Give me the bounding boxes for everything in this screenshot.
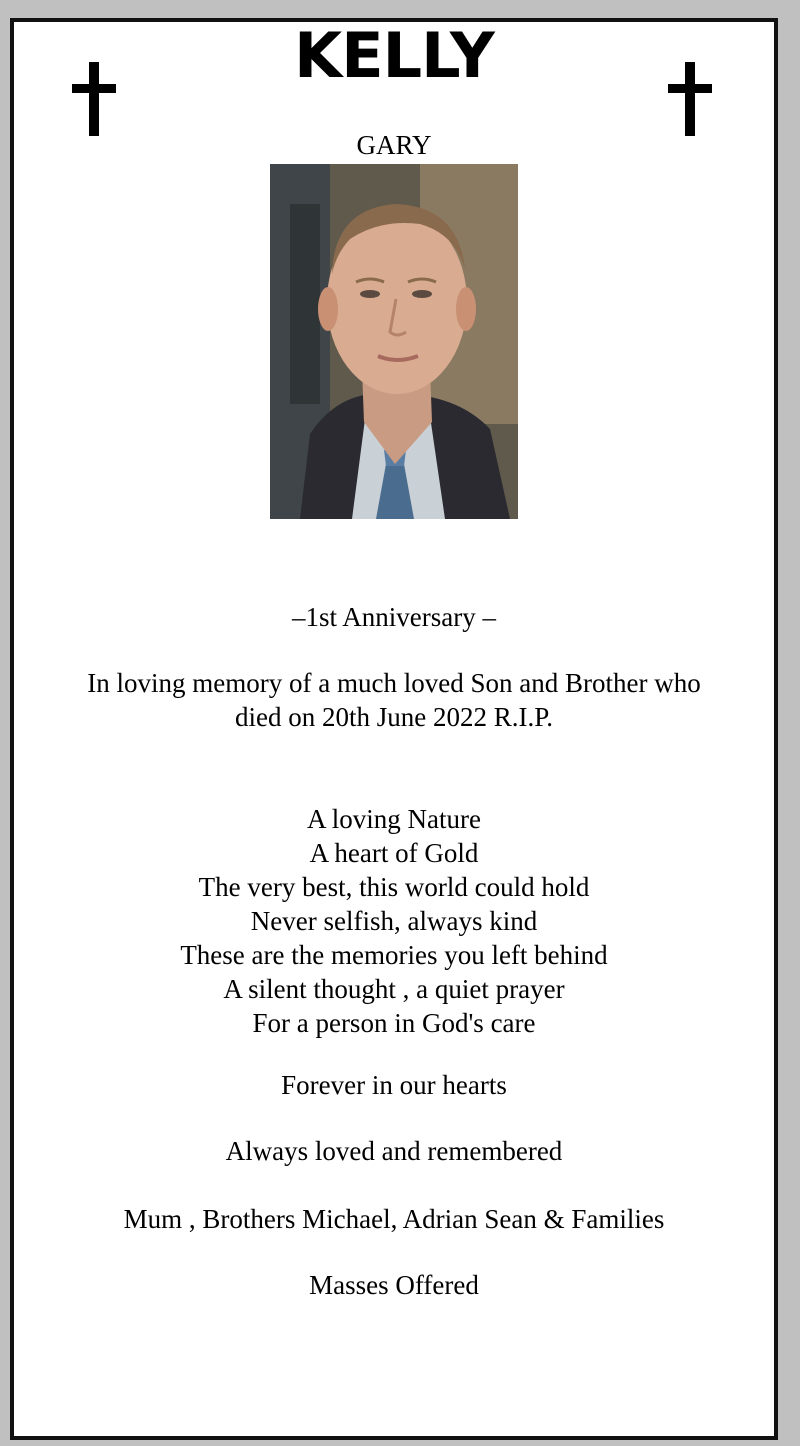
memory-line: died on 20th June 2022 R.I.P.: [234, 702, 553, 732]
verse-line: These are the memories you left behind: [180, 940, 608, 970]
family-signature: Mum , Brothers Michael, Adrian Sean & Families: [123, 1204, 665, 1234]
notice-frame: [10, 18, 778, 1440]
verse-line: A loving Nature: [307, 804, 481, 834]
verse: [14, 802, 774, 1040]
memory-line: In loving memory of a much loved Son and Brother who: [87, 668, 701, 698]
masses-line: Masses Offered: [309, 1270, 479, 1300]
memory-text: [14, 666, 774, 734]
always-line: Always loved and remembered: [225, 1136, 563, 1166]
verse-line: A silent thought , a quiet prayer: [223, 974, 565, 1004]
forever-line: Forever in our hearts: [281, 1070, 507, 1100]
verse-line: A heart of Gold: [309, 838, 479, 868]
anniversary-line: –1st Anniversary –: [292, 602, 496, 632]
verse-line: Never selfish, always kind: [250, 906, 538, 936]
surname-heading: KELLY: [294, 19, 494, 92]
verse-line: For a person in God's care: [252, 1008, 536, 1038]
verse-line: The very best, this world could hold: [198, 872, 590, 902]
portrait-photo: [270, 164, 518, 519]
first-name: GARY: [356, 130, 432, 160]
